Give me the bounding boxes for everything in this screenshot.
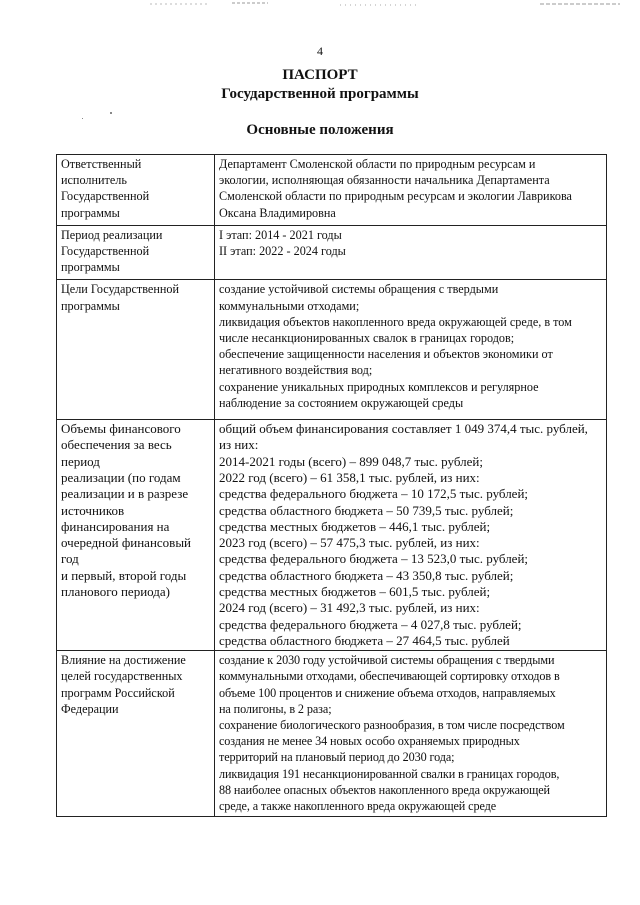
value-line: экологии, исполняющая обязанности начальника Департамента: [219, 173, 550, 188]
value-line: Оксана Владимировна: [219, 205, 336, 220]
value-line: сохранение уникальных природных комплексов и регулярное: [219, 379, 539, 394]
label-line: Период реализации: [61, 227, 163, 242]
value-line: ликвидация объектов накопленного вреда окружающей среде, в том: [219, 314, 572, 329]
value-line: среде, а также накопленного вреда окружающей среде: [219, 799, 497, 814]
label-line: и первый, второй годы: [61, 567, 187, 583]
label-line: источников: [61, 502, 125, 518]
row-label: [57, 225, 215, 280]
row-label: [57, 651, 215, 817]
value-line: средства областного бюджета – 43 350,8 тыс. рублей;: [219, 567, 514, 583]
label-line: Ответственный: [61, 157, 142, 171]
value-line: средства областного бюджета – 27 464,5 тыс. рублей: [219, 632, 510, 648]
label-line: Цели Государственной: [61, 282, 179, 297]
table-row-impact: [57, 651, 607, 817]
row-label: [57, 280, 215, 420]
label-line: программы: [61, 260, 120, 275]
label-line: Влияние на достижение: [61, 653, 186, 668]
label-line: Государственной: [61, 244, 150, 259]
document-title: ПАСПОРТ: [282, 67, 358, 83]
value-line: на полигоны, в 2 раза;: [219, 701, 332, 716]
row-value: [215, 280, 607, 420]
value-line: объеме 100 процентов и снижение объема отходов, направляемых: [219, 685, 556, 700]
row-value: [215, 155, 607, 226]
table-row-responsible: [57, 155, 607, 226]
value-line: коммунальными отходами, обеспечивающей сортировку отходов в: [219, 669, 560, 684]
scan-speck: [110, 112, 112, 114]
scan-speck: [82, 118, 83, 119]
table-row-funding: [57, 420, 607, 651]
value-line: негативного воздействия вод;: [219, 363, 373, 378]
value-line: 2023 год (всего) – 57 475,3 тыс. рублей, из них:: [219, 535, 480, 551]
table-row-period: [57, 225, 607, 280]
label-line: Объемы финансового: [61, 421, 181, 437]
scan-artifacts: [0, 0, 640, 12]
row-value: [215, 651, 607, 817]
value-line: создание к 2030 году устойчивой системы обращения с твердыми: [219, 653, 555, 668]
row-label: [57, 420, 215, 651]
label-line: исполнитель: [61, 173, 127, 188]
row-value: [215, 225, 607, 280]
value-line: 2022 год (всего) – 61 358,1 тыс. рублей, из них:: [219, 469, 480, 485]
label-line: целей государственных: [61, 669, 183, 684]
value-line: из них:: [219, 437, 259, 453]
label-line: реализации и в разрезе: [61, 486, 189, 502]
value-line: средства федерального бюджета – 4 027,8 тыс. рублей;: [219, 616, 522, 632]
row-label: [57, 155, 215, 226]
value-line: средства федерального бюджета – 13 523,0 тыс. рублей;: [219, 551, 529, 567]
page-number: 4: [317, 44, 323, 58]
table-row-goals: [57, 280, 607, 420]
value-line: Смоленской области по природным ресурсам и экологии Лаврикова: [219, 189, 572, 204]
value-line: средства местных бюджетов – 601,5 тыс. рублей;: [219, 584, 491, 600]
value-line: 88 наиболее опасных объектов накопленного вреда окружающей: [219, 782, 550, 797]
value-line: сохранение биологического разнообразия, в том числе посредством: [219, 718, 565, 733]
value-line: обеспечение защищенности населения и объектов экономики от: [219, 347, 553, 362]
label-line: обеспечения за весь период: [61, 437, 172, 469]
value-line: общий объем финансирования составляет 1 049 374,4 тыс. рублей,: [219, 421, 588, 437]
value-line: создание устойчивой системы обращения с твердыми: [219, 282, 499, 297]
label-line: Государственной: [61, 189, 150, 204]
value-line: I этап: 2014 - 2021 годы: [219, 227, 342, 242]
value-line: коммунальными отходами;: [219, 298, 360, 313]
label-line: программы: [61, 205, 120, 220]
label-line: Федерации: [61, 701, 119, 716]
label-line: программ Российской: [61, 685, 175, 700]
label-line: реализации (по годам: [61, 469, 181, 485]
label-line: очередной финансовый год: [61, 535, 192, 567]
value-line: 2014-2021 годы (всего) – 899 048,7 тыс. рублей;: [219, 453, 483, 469]
value-line: наблюдение за состоянием окружающей среды: [219, 395, 464, 410]
value-line: Департамент Смоленской области по природным ресурсам и: [219, 157, 536, 171]
section-heading: Основные положения: [246, 122, 394, 138]
label-line: финансирования на: [61, 518, 170, 534]
value-line: средства местных бюджетов – 446,1 тыс. рублей;: [219, 518, 491, 534]
value-line: средства федерального бюджета – 10 172,5 тыс. рублей;: [219, 486, 529, 502]
value-line: средства областного бюджета – 50 739,5 тыс. рублей;: [219, 502, 514, 518]
label-line: программы: [61, 298, 120, 313]
value-line: создания не менее 34 новых особо охраняемых природных: [219, 734, 520, 749]
document-subtitle: Государственной программы: [221, 86, 419, 102]
value-line: II этап: 2022 - 2024 годы: [219, 244, 346, 259]
row-value: [215, 420, 607, 651]
value-line: 2024 год (всего) – 31 492,3 тыс. рублей, из них:: [219, 600, 480, 616]
passport-table: [56, 154, 607, 817]
label-line: планового периода): [61, 584, 171, 600]
value-line: числе несанкционированных свалок в границах городов;: [219, 331, 515, 346]
value-line: ликвидация 191 несанкционированной свалки в границах городов,: [219, 766, 560, 781]
value-line: территорий на плановый период до 2030 года;: [219, 750, 455, 765]
